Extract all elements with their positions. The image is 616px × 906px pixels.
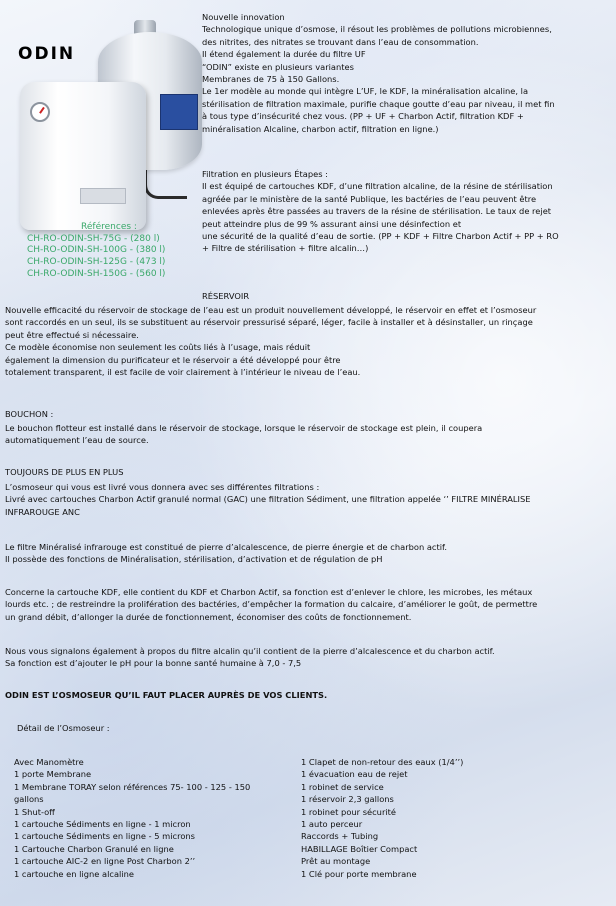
toujours-heading: TOUJOURS DE PLUS EN PLUS	[5, 467, 124, 477]
reservoir-paragraph: Nouvelle efficacité du réservoir de stockage de l’eau est un produit nouvellement développé, le réservoir en effet et l’osmoseur sont raccordés en un seul, ils se substituent au réservoir pressurisé séparé, léger, facile à installer et à désinstaller, un rinçage peut être effectué si nécessaire. Ce modèle économise non seulement les coûts liés à l’usage, mais réduit également la dimension du purificateur et le réservoir a été développé pour être totalement transparent, il est facile de voir clairement à l’intérieur le niveau de l’eau.	[5, 305, 537, 378]
mineralise-paragraph: Le filtre Minéralisé infrarouge est constitué de pierre d’alcalescence, de pierre énergie et de charbon actif. Il possède des fonctions de Minéralisation, stérilisation, d’activation et de régulation de pH	[5, 542, 448, 565]
kdf-paragraph: Concerne la cartouche KDF, elle contient du KDF et Charbon Actif, sa fonction est d’enlever le chlore, les microbes, les métaux lourds etc. ; de restreindre la prolifération des bactéries, d’empêcher la formation du calcaire, d’améliorer le goût, de permettre un grand débit, d’allonger la durée de fonctionnement, économiser des coûts de fonctionnement.	[5, 587, 538, 622]
bouchon-paragraph: Le bouchon flotteur est installé dans le réservoir de stockage, lorsque le réservoir de stockage est plein, il coupera automatiquement l’eau de source.	[5, 423, 483, 446]
reference-item: CH-RO-ODIN-SH-125G - (473 l)	[27, 257, 166, 268]
alcalin-paragraph: Nous vous signalons également à propos du filtre alcalin qu’il contient de la pierre d’alcalescence et du charbon actif. Sa fonction est d’ajouter le pH pour la bonne santé humaine à 7,0 - 7,5	[5, 646, 495, 669]
detail-list-left: Avec Manomètre 1 porte Membrane 1 Membrane TORAY selon références 75- 100 - 125 - 150 gallons 1 Shut-off 1 cartouche Sédiments en ligne - 1 micron 1 cartouche Sédiments en ligne - 5 microns 1 Cartouche Charbon Granulé en ligne 1 cartouche AIC-2 en ligne Post Charbon 2’’ 1 cartouche en ligne alcaline	[14, 757, 251, 879]
intro-paragraph: Nouvelle innovation Technologique unique d’osmose, il résout les problèmes de pollutions microbiennes, des nitrites, des nitrates se trouvant dans l’eau de consommation. Il étend également la durée du filtre UF “ODIN” existe en plusieurs variantes Membranes de 75 à 150 Gallons. Le 1er modèle au monde qui intègre L’UF, le KDF, la minéralisation alcaline, la stérilisation de filtration maximale, purifie chaque goutte d’eau par niveau, il met fin à tous type d’insécurité chez vous. (PP + UF + Charbon Actif, filtration KDF + minéralisation Alcaline, charbon actif, filtration en ligne.)	[202, 12, 555, 134]
product-image	[10, 10, 198, 228]
reference-item: CH-RO-ODIN-SH-100G - (380 l)	[27, 245, 166, 256]
product-badge	[80, 188, 126, 204]
references-title: Références :	[81, 222, 137, 232]
references-block	[20, 222, 198, 281]
detail-list-right: 1 Clapet de non-retour des eaux (1/4’’) 1 évacuation eau de rejet 1 robinet de service 1 réservoir 2,3 gallons 1 robinet pour sécurité 1 auto perceur Raccords + Tubing HABILLAGE Boîtier Compact Prêt au montage 1 Clé pour porte membrane	[301, 757, 464, 879]
reference-item: CH-RO-ODIN-SH-75G - (280 l)	[27, 233, 160, 244]
tubing	[144, 170, 187, 199]
detail-heading: Détail de l’Osmoseur :	[17, 723, 110, 733]
reference-item: CH-RO-ODIN-SH-150G - (560 l)	[27, 268, 166, 279]
closing-statement: ODIN EST L’OSMOSEUR QU’IL FAUT PLACER AUPRÈS DE VOS CLIENTS.	[5, 690, 328, 700]
tank-label	[160, 94, 198, 130]
reservoir-heading: RÉSERVOIR	[202, 291, 250, 301]
toujours-paragraph: L’osmoseur qui vous est livré vous donnera avec ses différentes filtrations : Livré avec cartouches Charbon Actif granulé normal (GAC) une filtration Sédiment, une filtration appelée ‘’ FILTRE MINÉRALISE INFRAROUGE ANC	[5, 482, 531, 517]
product-logo: ODIN	[18, 44, 76, 64]
filtration-paragraph: Filtration en plusieurs Étapes : Il est équipé de cartouches KDF, d’une filtration alcaline, de la résine de stérilisation agréée par le ministère de la santé Publique, les bactéries de l’eau peuvent être enlevées après être passées au travers de la résine de stérilisation. Le taux de rejet peut atteindre plus de 99 % assurant ainsi une désinfection et une sécurité de la qualité d’eau de sortie. (PP + KDF + Filtre Charbon Actif + PP + RO + Filtre de stérilisation + filtre alcalin…)	[202, 169, 559, 254]
bouchon-heading: BOUCHON :	[5, 409, 54, 419]
pressure-gauge-icon	[30, 102, 50, 122]
